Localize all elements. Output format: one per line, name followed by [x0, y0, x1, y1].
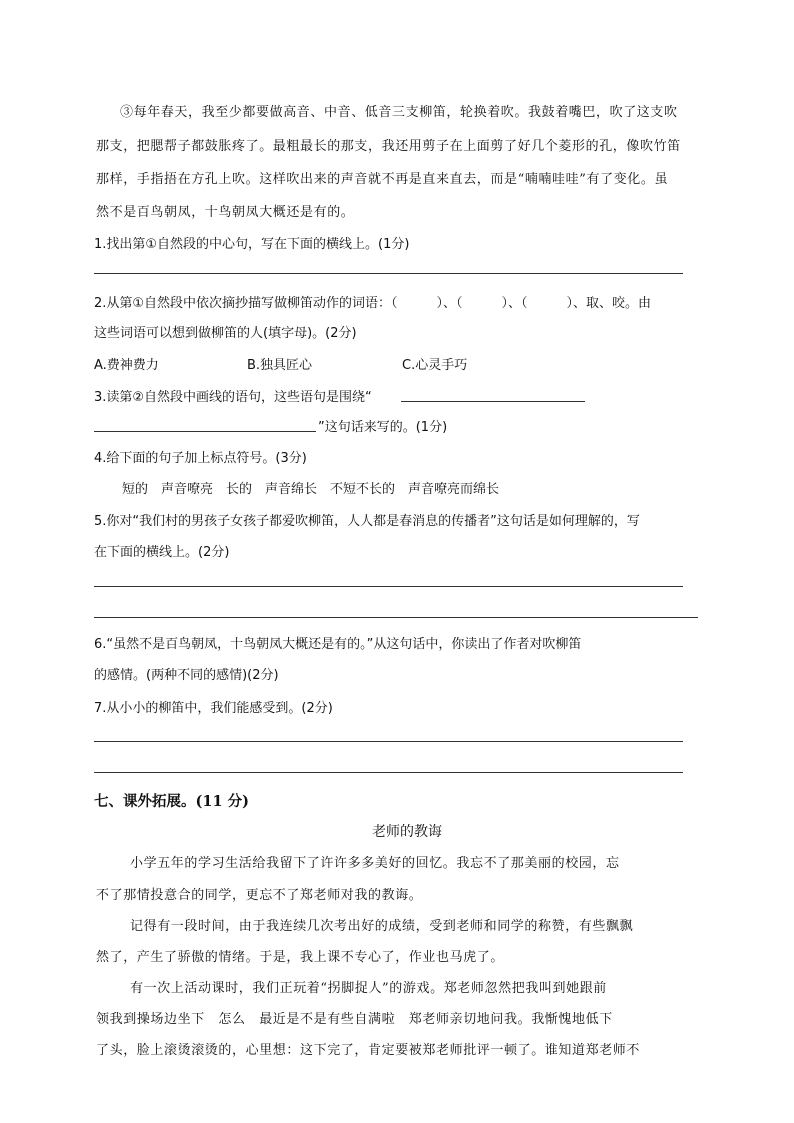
answer-line-q3-b[interactable] — [94, 431, 316, 432]
passage-line-1: ③每年春天，我至少都要做高音、中音、低音三支柳笛，轮换着吹。我鼓着嘴巴，吹了这支吹 — [120, 105, 678, 120]
passage-line-2: 那支，把腮帮子都鼓胀疼了。最粗最长的那支，我还用剪子在上面剪了好几个菱形的孔，像吹竹笛 — [96, 139, 681, 154]
question-3-line-2: ”这句话来写的。(1分) — [318, 420, 448, 435]
question-2-line-1: 2.从第①自然段中依次摘抄描写做柳笛动作的词语：（ ）、（ ）、（ ）、取、咬。由 — [94, 296, 652, 311]
answer-line-q7-b[interactable] — [94, 772, 683, 773]
story-line-7: 了头，脸上滚烫滚烫的，心里想：这下完了，肯定要被郑老师批评一顿了。谁知道郑老师不 — [96, 1043, 641, 1058]
answer-line-q5-a[interactable] — [94, 586, 683, 587]
answer-line-q7-a[interactable] — [94, 741, 683, 742]
answer-line-q5-b[interactable] — [94, 617, 698, 618]
answer-line-q3-a[interactable] — [401, 401, 585, 402]
question-1: 1.找出第①自然段的中心句，写在下面的横线上。(1分) — [94, 237, 410, 252]
passage-line-4: 然不是百鸟朝凤，十鸟朝凤大概还是有的。 — [96, 205, 355, 220]
question-5-line-1: 5.你对“我们村的男孩子女孩子都爱吹柳笛，人人都是春消息的传播者”这句话是如何理解的，写 — [94, 514, 640, 529]
question-4: 4.给下面的句子加上标点符号。(3分) — [94, 451, 307, 466]
story-line-1: 小学五年的学习生活给我留下了许许多多美好的回忆。我忘不了那美丽的校园，忘 — [130, 856, 620, 871]
question-3-line-1: 3.读第②自然段中画线的语句，这些语句是围绕“ — [94, 390, 372, 405]
answer-line-q1[interactable] — [94, 273, 683, 274]
question-5-line-2: 在下面的横线上。(2分) — [94, 545, 230, 560]
story-line-3: 记得有一段时间，由于我连续几次考出好的成绩，受到老师和同学的称赞，有些飘飘 — [130, 919, 634, 934]
question-6-line-1: 6.“虽然不是百鸟朝凤，十鸟朝凤大概还是有的。”从这句话中，你读出了作者对吹柳笛 — [94, 637, 582, 652]
question-6-line-2: 的感情。(两种不同的感情)(2分) — [94, 668, 279, 683]
story-line-6: 领我到操场边坐下 怎么 最近是不是有些自满啦 郑老师亲切地问我。我惭愧地低下 — [96, 1012, 613, 1027]
story-title: 老师的教诲 — [372, 824, 442, 840]
section-7-heading: 七、课外拓展。(11 分) — [94, 793, 249, 810]
passage-line-3: 那样，手指捂在方孔上吹。这样吹出来的声音就不再是直来直去，而是“喃喃哇哇”有了变化。虽 — [96, 172, 669, 187]
story-line-5: 有一次上活动课时，我们正玩着“拐脚捉人”的游戏。郑老师忽然把我叫到她跟前 — [130, 981, 607, 996]
option-a[interactable]: A.费神费力 — [94, 358, 159, 373]
option-c[interactable]: C.心灵手巧 — [402, 358, 468, 373]
question-4-sentence: 短的 声音嘹亮 长的 声音绵长 不短不长的 声音嘹亮而绵长 — [122, 482, 500, 497]
option-b[interactable]: B.独具匠心 — [247, 358, 313, 373]
story-line-4: 然了，产生了骄傲的情绪。于是，我上课不专心了，作业也马虎了。 — [96, 950, 505, 965]
question-2-line-2: 这些词语可以想到做柳笛的人(填字母)。(2分) — [94, 326, 357, 341]
question-7: 7.从小小的柳笛中，我们能感受到。(2分) — [94, 701, 333, 716]
story-line-2: 不了那情投意合的同学，更忘不了郑老师对我的教诲。 — [96, 888, 423, 903]
